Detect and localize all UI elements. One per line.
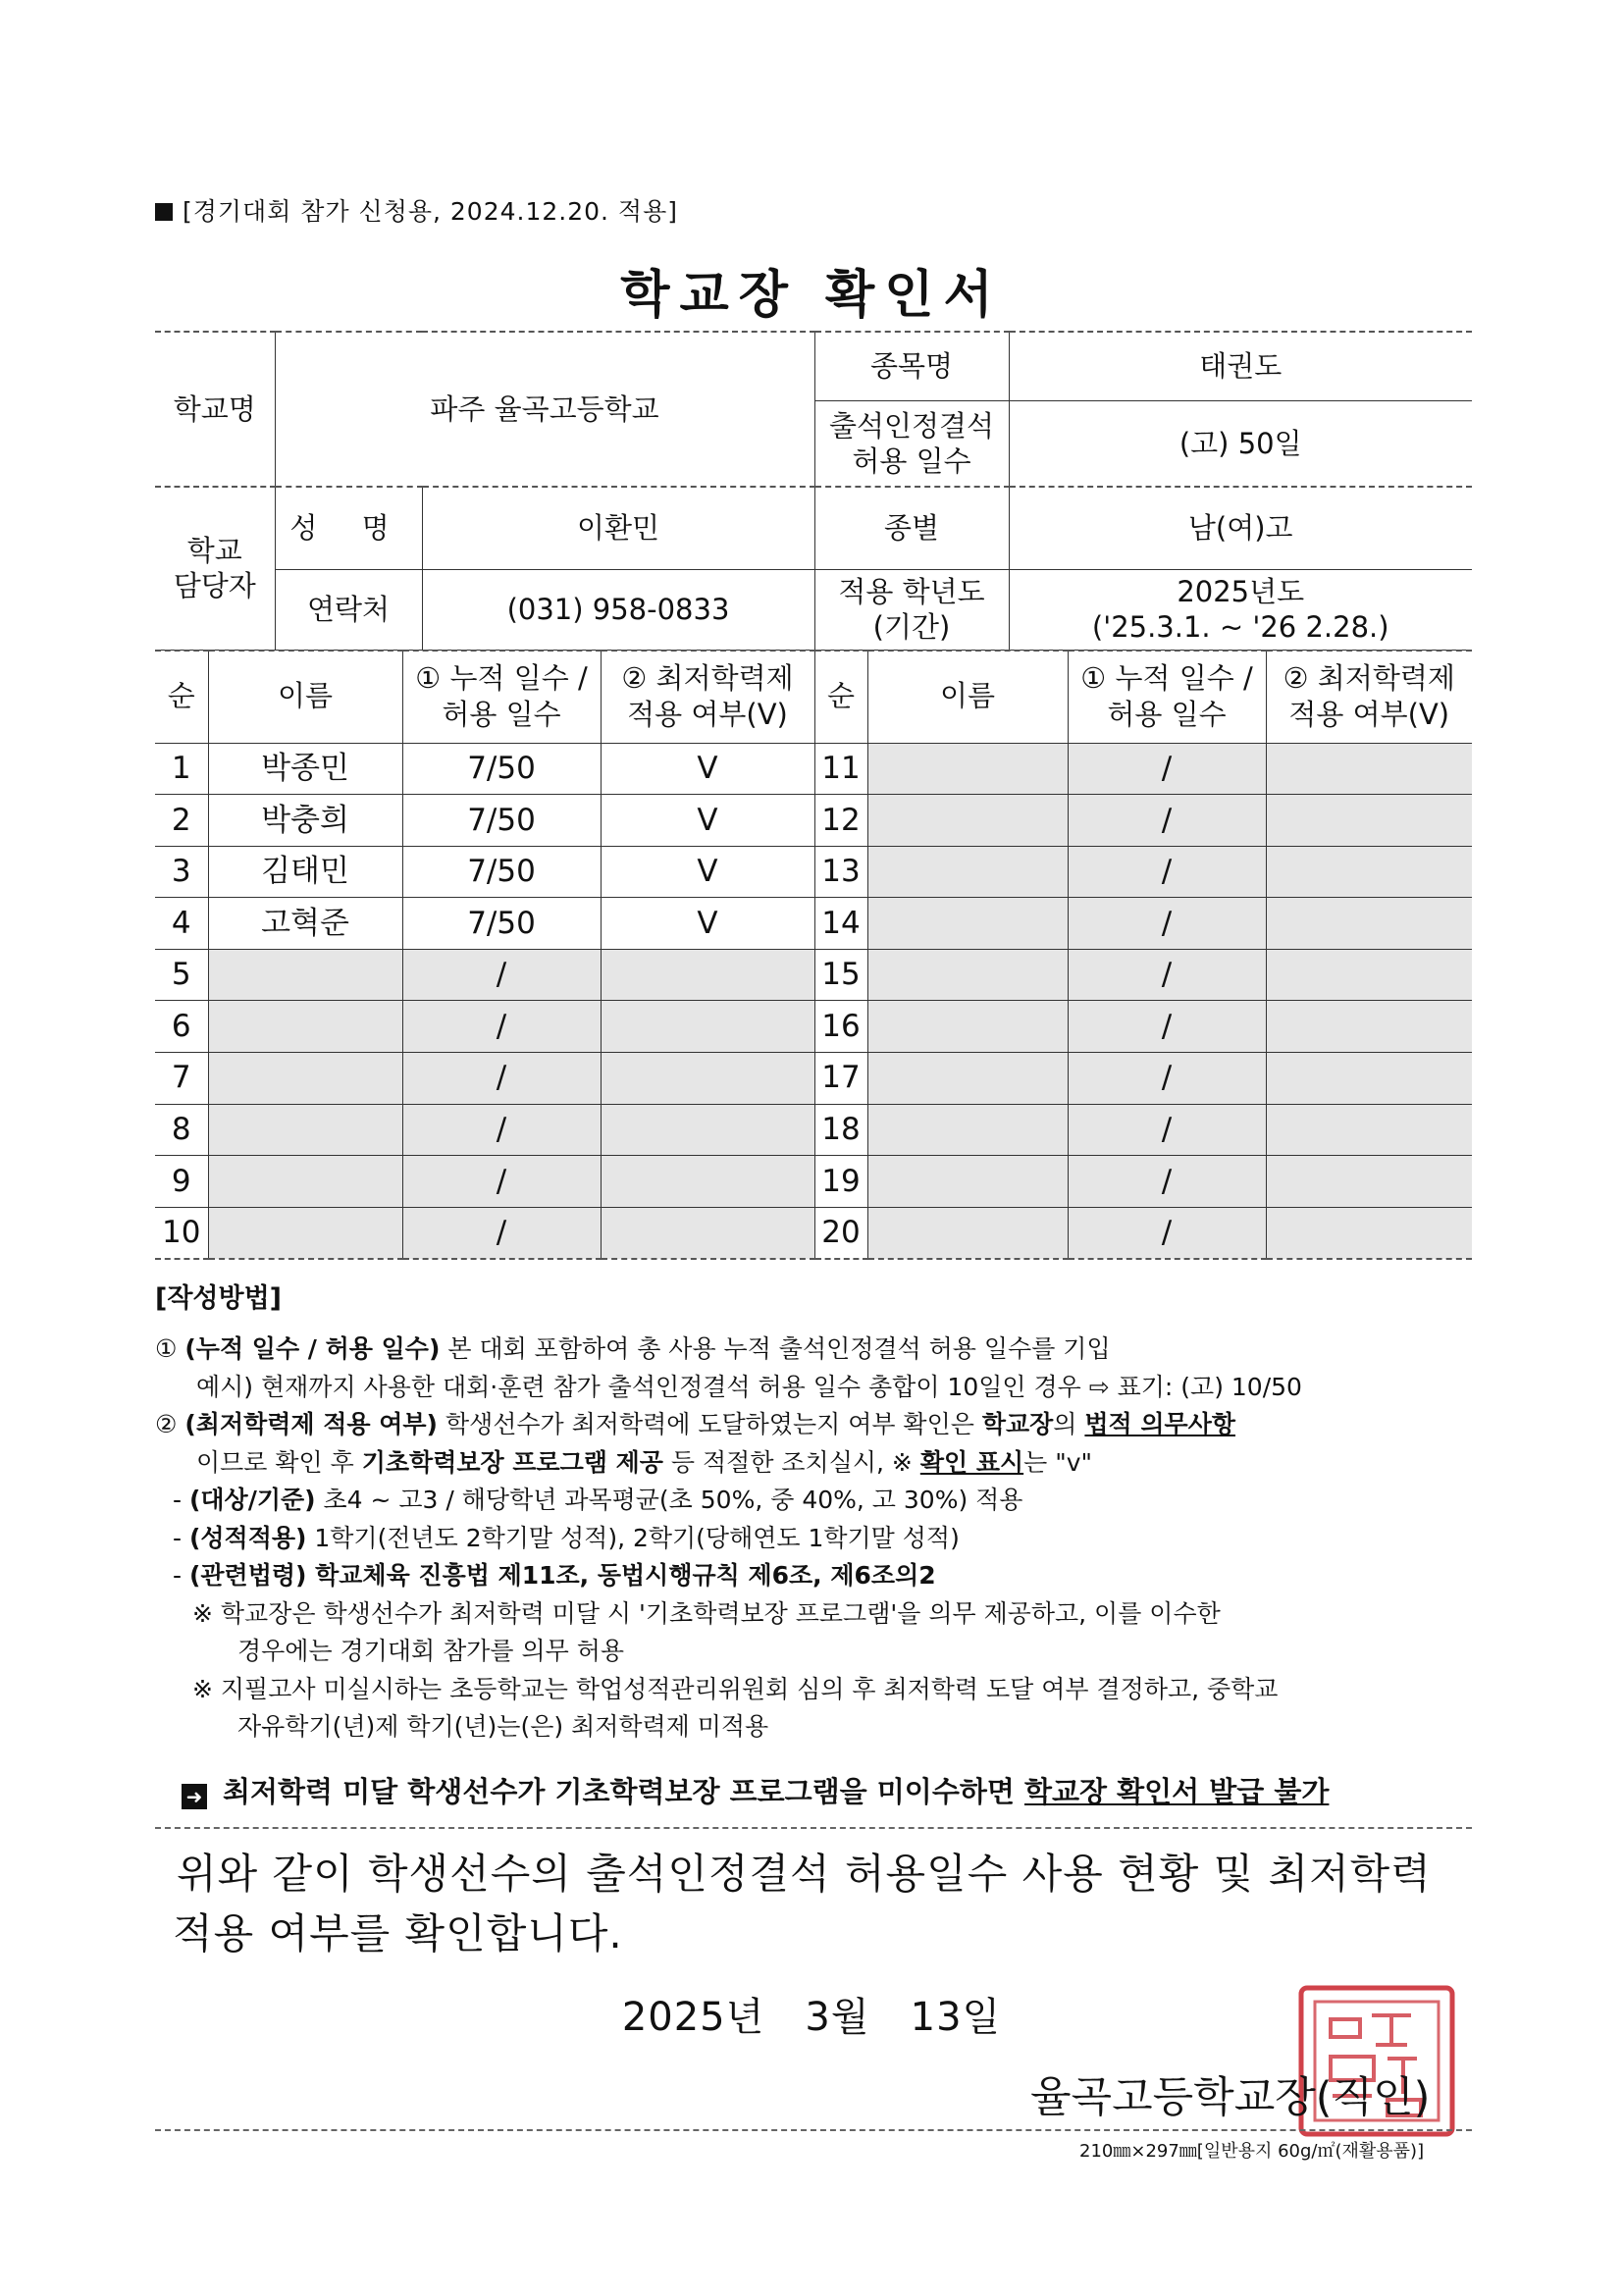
sport-value: 태권도 bbox=[1009, 332, 1472, 400]
cell-right-name bbox=[867, 795, 1068, 847]
table-row bbox=[155, 1104, 1472, 1156]
header-days-right bbox=[1068, 651, 1266, 743]
cell-right-days: / bbox=[1068, 846, 1266, 898]
cell-left-name bbox=[208, 1053, 402, 1105]
item2-cont-a: 이므로 확인 후 bbox=[196, 1447, 362, 1477]
table-row bbox=[155, 846, 1472, 898]
item2-cont-bold-d: 확인 표시 bbox=[919, 1447, 1024, 1477]
item2-cont-e: 는 "v" bbox=[1023, 1447, 1093, 1477]
cell-right-days: / bbox=[1068, 1053, 1266, 1105]
header-days-left bbox=[402, 651, 601, 743]
table-row bbox=[155, 1207, 1472, 1259]
cell-right-check bbox=[1266, 795, 1472, 847]
cell-left-check: V bbox=[601, 795, 814, 847]
cell-left-no: 4 bbox=[155, 898, 208, 950]
cell-left-check: V bbox=[601, 846, 814, 898]
cell-left-days: 7/50 bbox=[402, 898, 601, 950]
method-item1-example: 예시) 현재까지 사용한 대회·훈련 참가 출석인정결석 허용 일수 총합이 10일인 경우 ⇨ 표기: (고) 10/50 bbox=[196, 1372, 1302, 1401]
cell-right-check bbox=[1266, 846, 1472, 898]
method-note2-line1: ※ 지필고사 미실시하는 초등학교는 학업성적관리위원회 심의 후 최저학력 도달 여부 결정하고, 중학교 bbox=[192, 1674, 1279, 1703]
header-no-right: 순 bbox=[814, 651, 867, 743]
cell-left-no: 6 bbox=[155, 1001, 208, 1053]
school-value: 파주 율곡고등학교 bbox=[275, 332, 814, 487]
cell-right-days: / bbox=[1068, 795, 1266, 847]
cell-left-check bbox=[601, 1053, 814, 1105]
arrow-right-icon: ➜ bbox=[182, 1784, 207, 1809]
cell-right-check bbox=[1266, 743, 1472, 795]
cell-right-check bbox=[1266, 1207, 1472, 1259]
cell-right-name bbox=[867, 1207, 1068, 1259]
target-text: 초4 ~ 고3 / 해당학년 과목평균(초 50%, 중 40%, 고 30%) 적용 bbox=[315, 1486, 1023, 1515]
cell-left-days: / bbox=[402, 1104, 601, 1156]
method-law: - (관련법령) 학교체육 진흥법 제11조, 동법시행규칙 제6조, 제6조의2 bbox=[173, 1561, 936, 1591]
cell-right-days: / bbox=[1068, 743, 1266, 795]
year-value-line2: ('25.3.1. ~ '26 2.28.) bbox=[1091, 610, 1389, 644]
manager-label bbox=[155, 487, 275, 650]
cell-right-name bbox=[867, 846, 1068, 898]
cell-left-days: / bbox=[402, 1207, 601, 1259]
table-row bbox=[155, 898, 1472, 950]
info-table bbox=[155, 331, 1472, 651]
cell-left-days: 7/50 bbox=[402, 743, 601, 795]
writing-method bbox=[155, 1281, 1475, 1749]
cell-left-days: 7/50 bbox=[402, 846, 601, 898]
cell-left-no: 7 bbox=[155, 1053, 208, 1105]
year-value bbox=[1009, 569, 1472, 650]
item1-number: ① bbox=[155, 1334, 178, 1364]
cell-left-check: V bbox=[601, 743, 814, 795]
cell-left-no: 5 bbox=[155, 949, 208, 1001]
year-label bbox=[814, 569, 1009, 650]
manager-label-line2: 담당자 bbox=[173, 569, 256, 603]
header-min-left-line2: 적용 여부(V) bbox=[627, 698, 788, 732]
cell-right-name bbox=[867, 1104, 1068, 1156]
method-section-title: [작성방법] bbox=[155, 1283, 283, 1314]
gender-label: 종별 bbox=[814, 487, 1009, 569]
header-name-left: 이름 bbox=[208, 651, 402, 743]
item1-text: 본 대회 포함하여 총 사용 누적 출석인정결석 허용 일수를 기입 bbox=[440, 1334, 1111, 1364]
cell-right-check bbox=[1266, 1104, 1472, 1156]
notice-text-a: 최저학력 미달 학생선수가 기초학력보장 프로그램을 미이수하면 bbox=[223, 1775, 1024, 1808]
cell-left-days: / bbox=[402, 1053, 601, 1105]
method-item1 bbox=[155, 1333, 1475, 1366]
roster-table bbox=[155, 650, 1472, 1260]
method-grade: - (성적적용) 1학기(전년도 2학기말 성적), 2학기(당해연도 1학기말 성적) bbox=[173, 1523, 960, 1552]
cell-left-no: 2 bbox=[155, 795, 208, 847]
item2-bold-b: 학교장 bbox=[981, 1410, 1054, 1439]
cell-right-days: / bbox=[1068, 1156, 1266, 1208]
header-days-left-line2: 허용 일수 bbox=[442, 698, 561, 732]
cell-left-name bbox=[208, 949, 402, 1001]
cell-right-check bbox=[1266, 898, 1472, 950]
year-value-line1: 2025년도 bbox=[1177, 574, 1305, 608]
notice-line bbox=[182, 1770, 1329, 1810]
notice-text-b: 학교장 확인서 발급 불가 bbox=[1023, 1775, 1330, 1808]
table-row bbox=[155, 949, 1472, 1001]
item2-bold: (최저학력제 적용 여부) bbox=[184, 1410, 438, 1439]
contact-value: (031) 958-0833 bbox=[422, 569, 814, 650]
cell-right-no: 15 bbox=[814, 949, 867, 1001]
paper-spec: 210㎜×297㎜[일반용지 60g/㎡(재활용품)] bbox=[1079, 2141, 1425, 2162]
header-days-right-line1: ① 누적 일수 / bbox=[1080, 660, 1253, 695]
cell-left-days: / bbox=[402, 1001, 601, 1053]
cell-left-days: / bbox=[402, 1156, 601, 1208]
item2-text-c: 의 bbox=[1053, 1410, 1085, 1439]
cell-left-days: / bbox=[402, 949, 601, 1001]
method-note1-line1: ※ 학교장은 학생선수가 최저학력 미달 시 '기초학력보장 프로그램'을 의무 제공하고, 이를 이수한 bbox=[192, 1598, 1221, 1628]
cell-left-no: 3 bbox=[155, 846, 208, 898]
cell-right-name bbox=[867, 1001, 1068, 1053]
cell-right-no: 17 bbox=[814, 1053, 867, 1105]
method-target: - (대상/기준) 초4 ~ 고3 / 해당학년 과목평균(초 50%, 중 40%, 고 30%) 적용 bbox=[173, 1486, 1023, 1515]
absence-label-line1: 출석인정결석 bbox=[828, 408, 995, 443]
cell-left-name bbox=[208, 1207, 402, 1259]
header-no-left: 순 bbox=[155, 651, 208, 743]
item1-bold: (누적 일수 / 허용 일수) bbox=[184, 1334, 441, 1364]
cell-left-check bbox=[601, 1104, 814, 1156]
header-min-right-line1: ② 최저학력제 bbox=[1283, 660, 1455, 695]
cell-right-name bbox=[867, 1156, 1068, 1208]
cell-right-no: 11 bbox=[814, 743, 867, 795]
method-note1-line2: 경우에는 경기대회 참가를 의무 허용 bbox=[237, 1637, 625, 1666]
gender-value: 남(여)고 bbox=[1009, 487, 1472, 569]
cell-left-name: 박종민 bbox=[208, 743, 402, 795]
cell-right-no: 13 bbox=[814, 846, 867, 898]
divider bbox=[155, 1827, 1472, 1829]
divider bbox=[155, 2129, 1472, 2131]
grade-text: 1학기(전년도 2학기말 성적), 2학기(당해연도 1학기말 성적) bbox=[306, 1523, 960, 1552]
statement-line2: 적용 여부를 확인합니다. bbox=[173, 1908, 623, 1957]
table-row bbox=[155, 1001, 1472, 1053]
cell-right-no: 14 bbox=[814, 898, 867, 950]
cell-right-check bbox=[1266, 1001, 1472, 1053]
name-label: 성 명 bbox=[275, 487, 422, 569]
grade-bold: (성적적용) bbox=[188, 1523, 307, 1552]
statement-line1: 위와 같이 학생선수의 출석인정결석 허용일수 사용 현황 및 최저학력 bbox=[177, 1850, 1432, 1898]
absence-label-line2: 허용 일수 bbox=[852, 444, 971, 478]
item2-cont-c: 등 적절한 조치실시, ※ bbox=[662, 1447, 920, 1477]
header-min-left-line1: ② 최저학력제 bbox=[621, 660, 794, 695]
cell-left-name: 김태민 bbox=[208, 846, 402, 898]
school-label: 학교명 bbox=[155, 332, 275, 487]
sport-label: 종목명 bbox=[814, 332, 1009, 400]
cell-right-check bbox=[1266, 949, 1472, 1001]
method-item2-cont bbox=[155, 1447, 1475, 1480]
cell-right-no: 20 bbox=[814, 1207, 867, 1259]
cell-right-name bbox=[867, 949, 1068, 1001]
header-days-left-line1: ① 누적 일수 / bbox=[415, 660, 588, 695]
header-min-left bbox=[601, 651, 814, 743]
cell-right-no: 18 bbox=[814, 1104, 867, 1156]
cell-left-check bbox=[601, 1001, 814, 1053]
cell-left-no: 1 bbox=[155, 743, 208, 795]
cell-right-days: / bbox=[1068, 1001, 1266, 1053]
cell-left-name: 박충희 bbox=[208, 795, 402, 847]
law-bold: (관련법령) 학교체육 진흥법 제11조, 동법시행규칙 제6조, 제6조의2 bbox=[188, 1561, 936, 1591]
cell-left-name bbox=[208, 1104, 402, 1156]
method-note2-line2: 자유학기(년)제 학기(년)는(은) 최저학력제 미적용 bbox=[237, 1712, 769, 1742]
table-row bbox=[155, 1156, 1472, 1208]
item2-cont-bold-b: 기초학력보장 프로그램 제공 bbox=[361, 1447, 663, 1477]
page-title: 학교장 확인서 bbox=[620, 266, 1003, 325]
item2-number: ② bbox=[155, 1410, 178, 1439]
cell-left-name bbox=[208, 1001, 402, 1053]
method-item2 bbox=[155, 1409, 1475, 1441]
confirmation-statement bbox=[173, 1845, 1472, 1964]
header-min-right-line2: 적용 여부(V) bbox=[1288, 698, 1450, 732]
year-label-line2: (기간) bbox=[872, 610, 951, 644]
absence-label bbox=[814, 400, 1009, 487]
cell-left-check bbox=[601, 1156, 814, 1208]
table-row bbox=[155, 743, 1472, 795]
manager-label-line1: 학교 bbox=[186, 534, 242, 567]
cell-left-days: 7/50 bbox=[402, 795, 601, 847]
cell-right-days: / bbox=[1068, 949, 1266, 1001]
cell-right-check bbox=[1266, 1053, 1472, 1105]
table-row bbox=[155, 795, 1472, 847]
square-bullet-icon bbox=[155, 203, 173, 221]
header-tag-text: [경기대회 참가 신청용, 2024.12.20. 적용] bbox=[183, 197, 678, 226]
issue-date: 2025년 3월 13일 bbox=[621, 1995, 1002, 2040]
name-value: 이환민 bbox=[422, 487, 814, 569]
header-min-right bbox=[1266, 651, 1472, 743]
contact-label: 연락처 bbox=[275, 569, 422, 650]
item2-bold-d: 법적 의무사항 bbox=[1084, 1410, 1236, 1439]
cell-left-check bbox=[601, 1207, 814, 1259]
cell-right-name bbox=[867, 743, 1068, 795]
signer: 율곡고등학교장(직인) bbox=[1030, 2073, 1431, 2122]
cell-right-days: / bbox=[1068, 1104, 1266, 1156]
cell-right-no: 19 bbox=[814, 1156, 867, 1208]
cell-right-days: / bbox=[1068, 898, 1266, 950]
header-name-right: 이름 bbox=[867, 651, 1068, 743]
absence-value: (고) 50일 bbox=[1009, 400, 1472, 487]
cell-right-days: / bbox=[1068, 1207, 1266, 1259]
target-bold: (대상/기준) bbox=[188, 1486, 316, 1515]
cell-left-name: 고혁준 bbox=[208, 898, 402, 950]
cell-left-check bbox=[601, 949, 814, 1001]
item2-text-a: 학생선수가 최저학력에 도달하였는지 여부 확인은 bbox=[438, 1410, 982, 1439]
cell-left-no: 10 bbox=[155, 1207, 208, 1259]
cell-right-name bbox=[867, 1053, 1068, 1105]
cell-left-name bbox=[208, 1156, 402, 1208]
cell-right-name bbox=[867, 898, 1068, 950]
cell-left-no: 8 bbox=[155, 1104, 208, 1156]
cell-left-check: V bbox=[601, 898, 814, 950]
header-tag bbox=[155, 192, 678, 228]
cell-right-check bbox=[1266, 1156, 1472, 1208]
cell-right-no: 16 bbox=[814, 1001, 867, 1053]
table-row bbox=[155, 1053, 1472, 1105]
cell-left-no: 9 bbox=[155, 1156, 208, 1208]
year-label-line1: 적용 학년도 bbox=[838, 574, 985, 608]
header-days-right-line2: 허용 일수 bbox=[1107, 698, 1227, 732]
cell-right-no: 12 bbox=[814, 795, 867, 847]
